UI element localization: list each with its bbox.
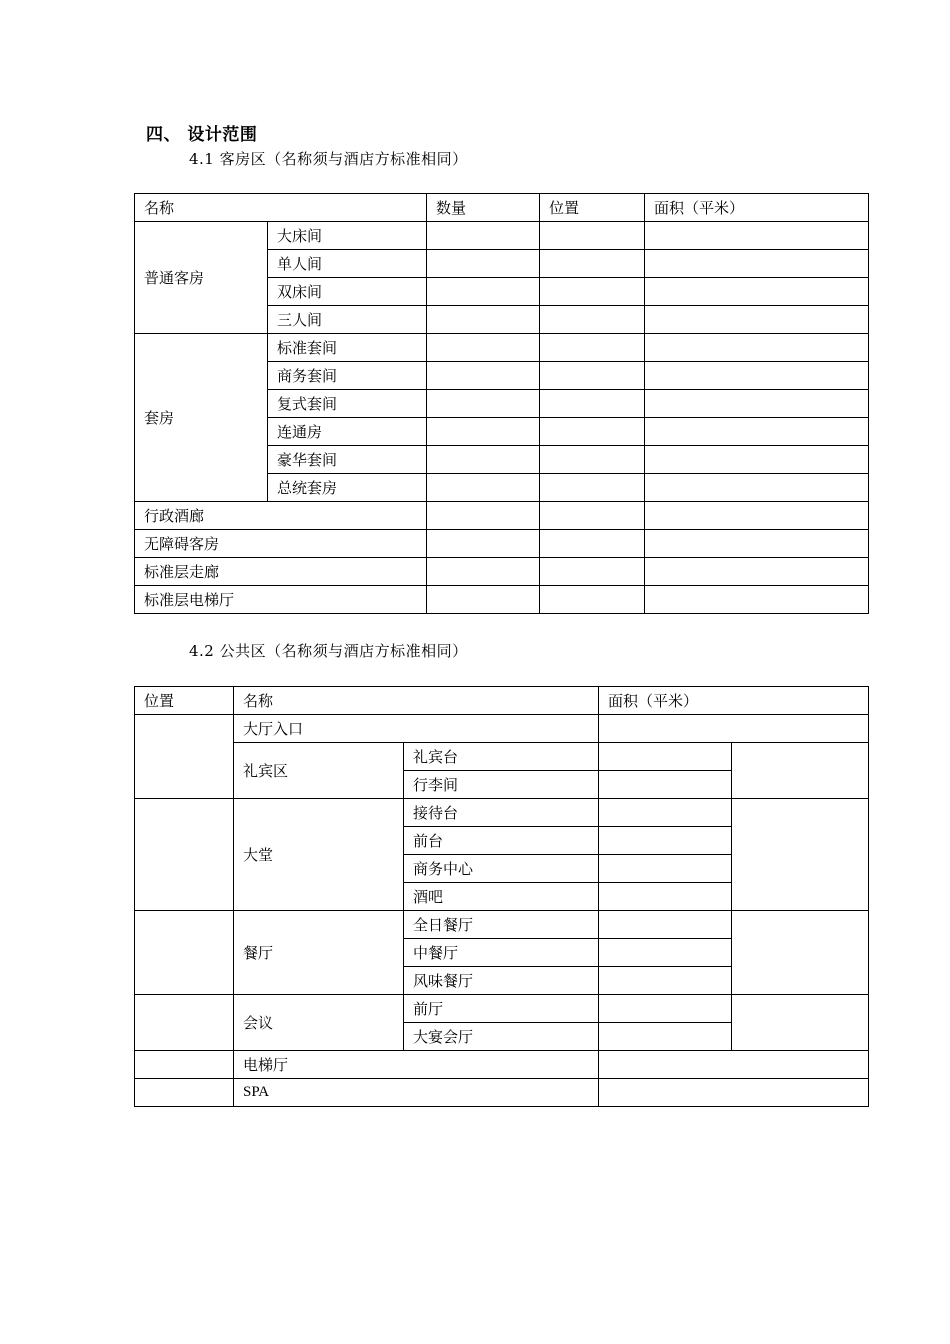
table-row <box>135 911 869 939</box>
area-cell[interactable] <box>645 446 869 474</box>
area-cell[interactable] <box>645 586 869 614</box>
group-meeting: 会议 <box>234 995 404 1051</box>
header-area: 面积（平米） <box>645 194 869 222</box>
blank-cell[interactable] <box>732 799 869 911</box>
table-row <box>135 1051 869 1079</box>
area-cell[interactable] <box>599 1079 869 1107</box>
room-type: 无障碍客房 <box>135 530 427 558</box>
area-cell[interactable] <box>645 278 869 306</box>
area-cell[interactable] <box>645 306 869 334</box>
group-concierge: 礼宾区 <box>234 743 404 799</box>
area-name: 前台 <box>404 827 599 855</box>
location-cell[interactable] <box>540 306 645 334</box>
room-type: 双床间 <box>268 278 427 306</box>
location-cell[interactable] <box>135 1051 234 1079</box>
group-ordinary-rooms: 普通客房 <box>135 222 268 334</box>
area-cell[interactable] <box>599 995 732 1023</box>
quantity-cell[interactable] <box>427 306 540 334</box>
area-cell[interactable] <box>599 799 732 827</box>
room-type: 复式套间 <box>268 390 427 418</box>
section-heading: 四、 设计范围 <box>146 125 258 145</box>
area-cell[interactable] <box>599 939 732 967</box>
area-name: 行李间 <box>404 771 599 799</box>
location-cell[interactable] <box>135 1079 234 1107</box>
area-name: 中餐厅 <box>404 939 599 967</box>
area-cell[interactable] <box>645 362 869 390</box>
group-suites: 套房 <box>135 334 268 502</box>
table-row <box>135 222 869 250</box>
area-name: SPA <box>234 1079 599 1107</box>
location-cell[interactable] <box>540 446 645 474</box>
header-location: 位置 <box>540 194 645 222</box>
area-cell[interactable] <box>645 418 869 446</box>
header-location: 位置 <box>135 687 234 715</box>
quantity-cell[interactable] <box>427 390 540 418</box>
blank-cell[interactable] <box>732 995 869 1051</box>
table-row <box>135 586 869 614</box>
table-row <box>135 799 869 827</box>
table-row <box>135 530 869 558</box>
area-name: 接待台 <box>404 799 599 827</box>
area-name: 大宴会厅 <box>404 1023 599 1051</box>
location-cell[interactable] <box>540 222 645 250</box>
table-row <box>135 743 869 771</box>
group-restaurant: 餐厅 <box>234 911 404 995</box>
location-cell[interactable] <box>540 250 645 278</box>
area-cell[interactable] <box>599 1023 732 1051</box>
area-cell[interactable] <box>645 530 869 558</box>
location-cell[interactable] <box>135 799 234 911</box>
quantity-cell[interactable] <box>427 362 540 390</box>
table-row <box>135 334 869 362</box>
location-cell[interactable] <box>540 502 645 530</box>
blank-cell[interactable] <box>732 743 869 799</box>
guest-room-section-title: 4.1 客房区（名称须与酒店方标准相同） <box>189 150 468 168</box>
room-type: 连通房 <box>268 418 427 446</box>
quantity-cell[interactable] <box>427 278 540 306</box>
table-row <box>135 558 869 586</box>
area-name: 大厅入口 <box>234 715 599 743</box>
area-cell[interactable] <box>645 558 869 586</box>
group-lobby: 大堂 <box>234 799 404 911</box>
header-name: 名称 <box>234 687 599 715</box>
quantity-cell[interactable] <box>427 530 540 558</box>
area-cell[interactable] <box>599 911 732 939</box>
location-cell[interactable] <box>540 418 645 446</box>
area-name: 电梯厅 <box>234 1051 599 1079</box>
room-type: 三人间 <box>268 306 427 334</box>
table-row <box>135 995 869 1023</box>
room-type: 商务套间 <box>268 362 427 390</box>
location-cell[interactable] <box>540 334 645 362</box>
blank-cell[interactable] <box>732 911 869 995</box>
table-row <box>135 502 869 530</box>
location-cell[interactable] <box>540 474 645 502</box>
quantity-cell[interactable] <box>427 250 540 278</box>
location-cell[interactable] <box>540 530 645 558</box>
location-cell[interactable] <box>540 278 645 306</box>
area-name: 风味餐厅 <box>404 967 599 995</box>
quantity-cell[interactable] <box>427 418 540 446</box>
area-cell[interactable] <box>599 827 732 855</box>
location-cell[interactable] <box>540 390 645 418</box>
area-cell[interactable] <box>645 250 869 278</box>
area-cell[interactable] <box>645 474 869 502</box>
quantity-cell[interactable] <box>427 502 540 530</box>
public-area-table <box>134 686 869 1107</box>
room-type: 标准层走廊 <box>135 558 427 586</box>
header-name: 名称 <box>135 194 427 222</box>
area-name: 全日餐厅 <box>404 911 599 939</box>
guest-room-table <box>134 193 869 614</box>
area-cell[interactable] <box>599 1051 869 1079</box>
quantity-cell[interactable] <box>427 334 540 362</box>
header-quantity: 数量 <box>427 194 540 222</box>
room-type: 豪华套间 <box>268 446 427 474</box>
quantity-cell[interactable] <box>427 474 540 502</box>
quantity-cell[interactable] <box>427 558 540 586</box>
public-area-section-title: 4.2 公共区（名称须与酒店方标准相同） <box>189 642 468 660</box>
area-cell[interactable] <box>645 222 869 250</box>
area-name: 前厅 <box>404 995 599 1023</box>
table-row <box>135 715 869 743</box>
area-cell[interactable] <box>599 743 732 771</box>
table-header-row <box>135 194 869 222</box>
area-cell[interactable] <box>599 855 732 883</box>
room-type: 标准层电梯厅 <box>135 586 427 614</box>
location-cell[interactable] <box>540 586 645 614</box>
quantity-cell[interactable] <box>427 222 540 250</box>
table-row <box>135 1079 869 1107</box>
location-cell[interactable] <box>135 715 234 799</box>
area-cell[interactable] <box>599 967 732 995</box>
quantity-cell[interactable] <box>427 586 540 614</box>
location-cell[interactable] <box>540 558 645 586</box>
header-area: 面积（平米） <box>599 687 869 715</box>
table-header-row <box>135 687 869 715</box>
area-name: 礼宾台 <box>404 743 599 771</box>
area-cell[interactable] <box>599 715 869 743</box>
room-type: 单人间 <box>268 250 427 278</box>
room-type: 标准套间 <box>268 334 427 362</box>
location-cell[interactable] <box>135 995 234 1051</box>
area-cell[interactable] <box>645 334 869 362</box>
area-cell[interactable] <box>645 390 869 418</box>
location-cell[interactable] <box>540 362 645 390</box>
location-cell[interactable] <box>135 911 234 995</box>
area-cell[interactable] <box>599 883 732 911</box>
area-name: 商务中心 <box>404 855 599 883</box>
room-type: 大床间 <box>268 222 427 250</box>
area-cell[interactable] <box>645 502 869 530</box>
room-type: 总统套房 <box>268 474 427 502</box>
room-type: 行政酒廊 <box>135 502 427 530</box>
area-name: 酒吧 <box>404 883 599 911</box>
area-cell[interactable] <box>599 771 732 799</box>
quantity-cell[interactable] <box>427 446 540 474</box>
